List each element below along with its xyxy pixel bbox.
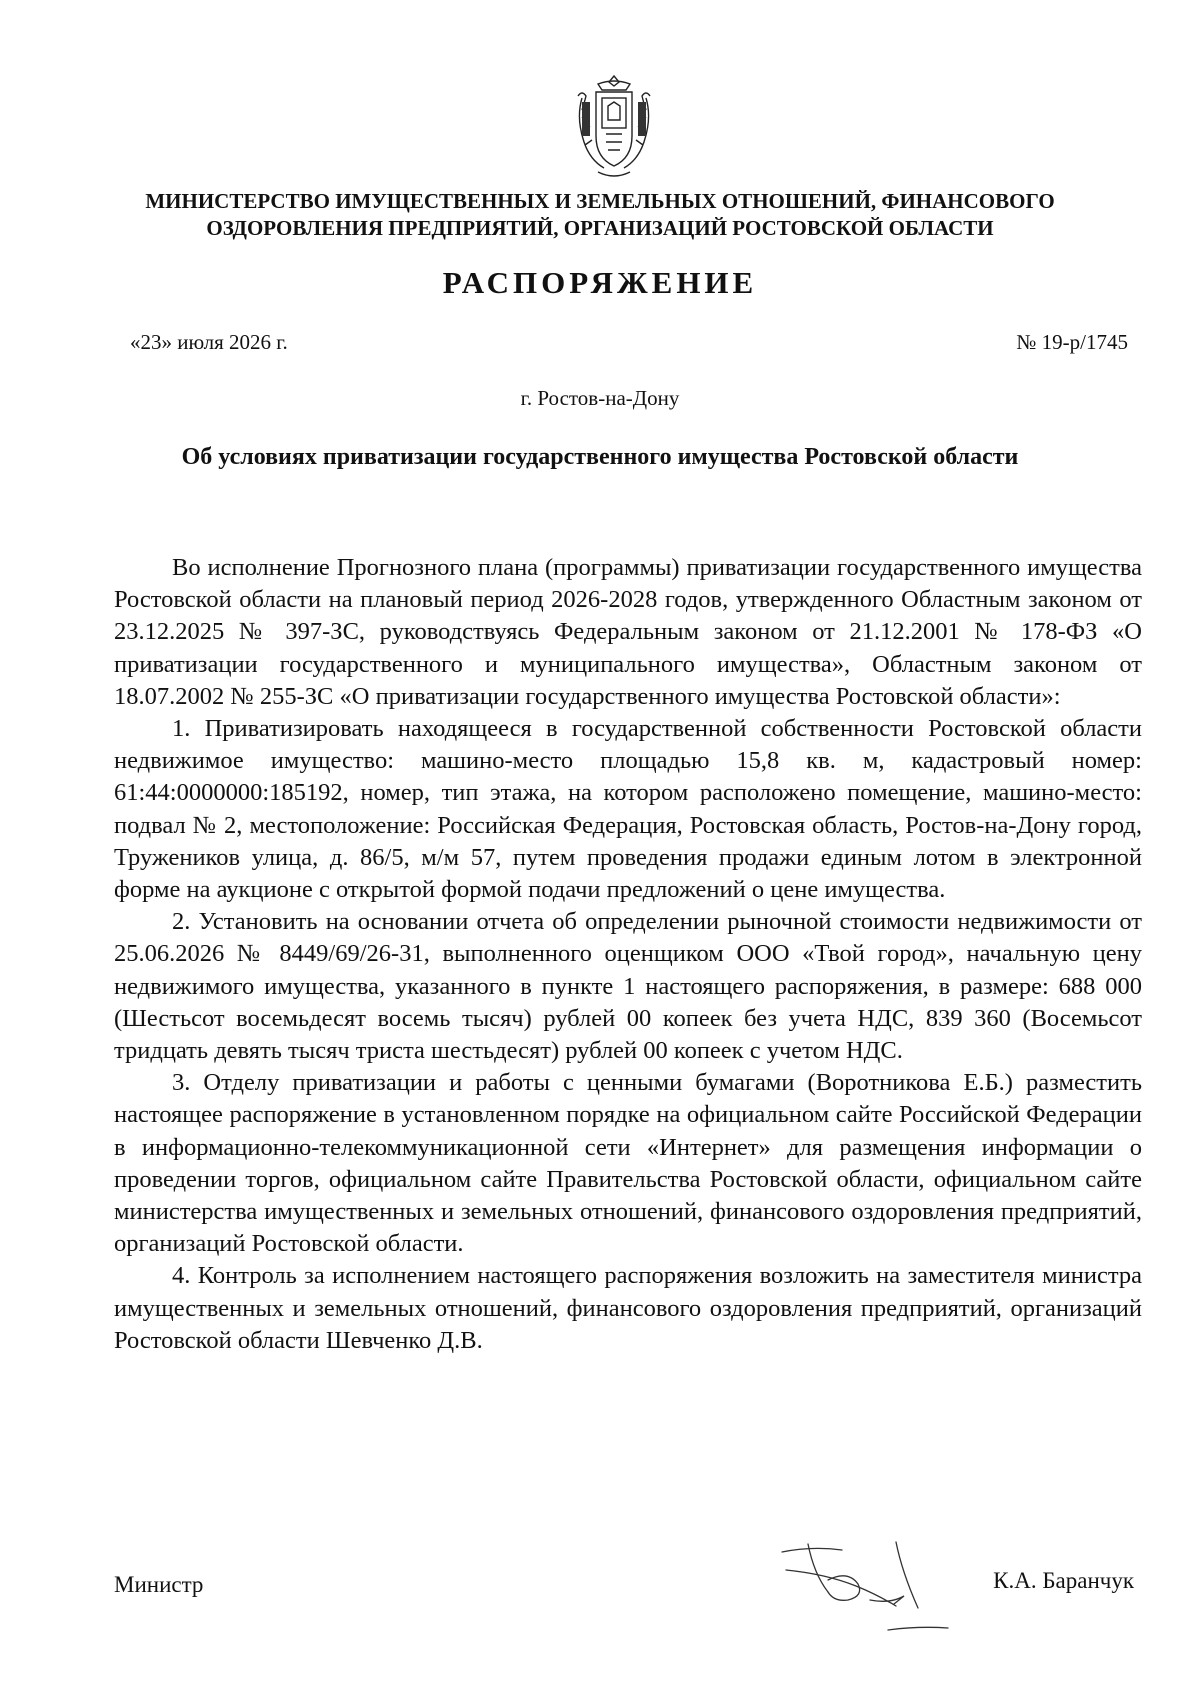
document-subject: Об условиях приватизации государственного имущества Ростовской области — [181, 444, 1019, 470]
signature-block — [0, 1540, 1200, 1640]
coat-of-arms-icon — [568, 72, 660, 182]
item-paragraph-3: 3. Отделу приватизации и работы с ценными бумагами (Воротникова Е.Б.) разместить настоящее распоряжение в установленном порядке на официальном сайте Российской Федерации в информационно-телекоммуникационной сети «Интернет» для размещения информации о проведении торгов, официальном сайте Правительства Ростовской области, официальном сайте министерства имущественных и земельных отношений, финансового оздоровления предприятий, организаций Ростовской области. — [114, 1069, 1142, 1258]
handwritten-signature — [778, 1540, 978, 1640]
signer-name: К.А. Баранчук — [993, 1568, 1134, 1593]
document-type: РАСПОРЯЖЕНИЕ — [442, 265, 758, 300]
item-paragraph-4: 4. Контроль за исполнением настоящего распоряжения возложить на заместителя министра имущественных и земельных отношений, финансового оздоровления предприятий, организаций Ростовской области Шевченко Д.В. — [114, 1262, 1142, 1354]
document-city: г. Ростов-на-Дону — [520, 386, 680, 410]
document-number: № 19-р/1745 — [1016, 330, 1128, 354]
ministry-name: МИНИСТЕРСТВО ИМУЩЕСТВЕННЫХ И ЗЕМЕЛЬНЫХ ОТНОШЕНИЙ, ФИНАНСОВОГО ОЗДОРОВЛЕНИЯ ПРЕДПРИЯТИЙ, ОРГАНИЗАЦИЙ РОСТОВСКОЙ ОБЛАСТИ — [145, 189, 1055, 240]
item-paragraph-1: 1. Приватизировать находящееся в государственной собственности Ростовской области недвижимое имущество: машино-место площадью 15,8 кв. м, кадастровый номер: 61:44:0000000:185192, номер, тип этажа, на котором расположено помещение, машино-место: подвал № 2, местоположение: Российская Федерация, Ростовская область, Ростов-на-Дону город, Тружеников улица, д. 86/5, м/м 57, путем проведения продажи единым лотом в электронной форме на аукционе с открытой формой подачи предложений о цене имущества. — [114, 715, 1142, 904]
preamble-paragraph: Во исполнение Прогнозного плана (программы) приватизации государственного имущества Ростовской области на плановый период 2026-2028 годов, утвержденного Областным законом от 23.12.2025 № 397-ЗС, руководствуясь Федеральным законом от 21.12.2001 № 178-ФЗ «О приватизации государственного и муниципального имущества», Областным законом от 18.07.2002 № 255-ЗС «О приватизации государственного имущества Ростовской области»: — [114, 554, 1142, 710]
document-date: «23» июля 2026 г. — [130, 330, 288, 354]
document-body — [114, 552, 1142, 1357]
signer-role: Министр — [114, 1572, 204, 1597]
item-paragraph-2: 2. Установить на основании отчета об определении рыночной стоимости недвижимости от 25.06.2026 № 8449/69/26-31, выполненного оценщиком ООО «Твой город», начальную цену недвижимого имущества, указанного в пункте 1 настоящего распоряжения, в размере: 688 000 (Шестьсот восемьдесят восемь тысяч) рублей 00 копеек без учета НДС, 839 360 (Восемьсот тридцать девять тысяч триста шестьдесят) рублей 00 копеек с учетом НДС. — [114, 908, 1142, 1065]
